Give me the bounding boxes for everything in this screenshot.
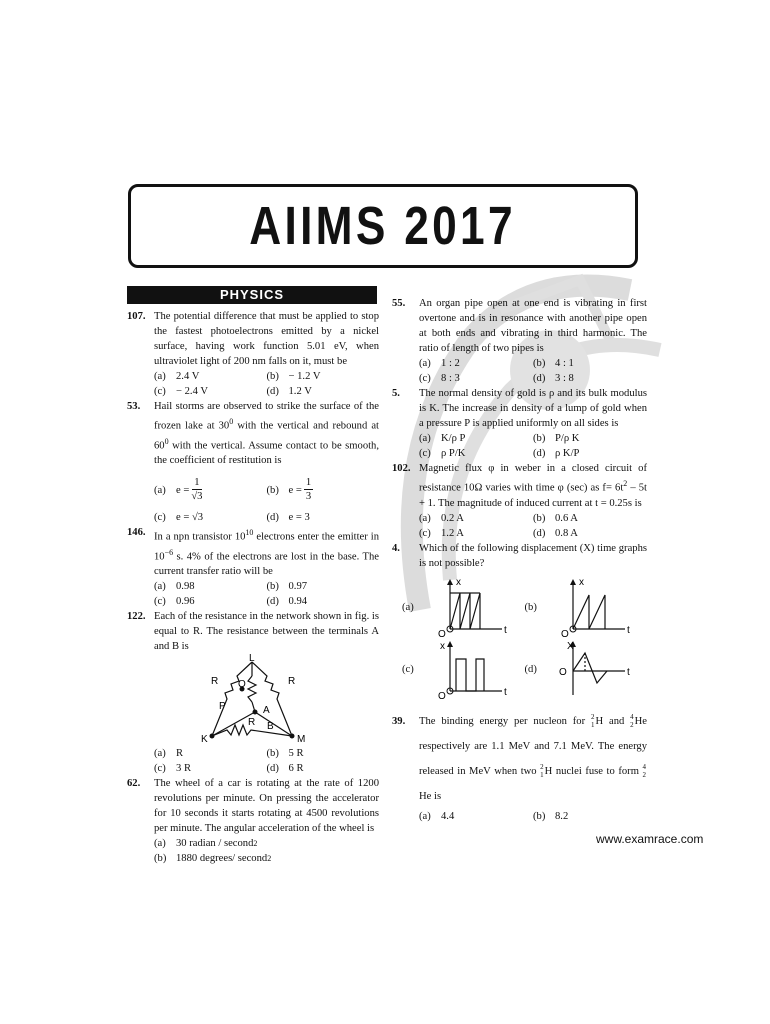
graph-options-4 <box>392 577 647 701</box>
question-number: 55. <box>392 298 406 309</box>
svg-text:x: x <box>456 576 461 588</box>
option-c: (c) 0.96 <box>154 596 195 608</box>
option-b: (b) 5 R <box>266 748 304 760</box>
exam-title-box <box>128 184 638 268</box>
svg-text:t: t <box>626 624 630 636</box>
question-number: 122. <box>127 611 146 623</box>
option-c: (c) − 2.4 V <box>154 386 208 397</box>
question-number: 146. <box>127 527 146 539</box>
option-d: (d) 6 R <box>266 763 304 775</box>
options-53 <box>127 472 379 525</box>
question-107 <box>127 309 379 369</box>
question-number: 5. <box>392 388 400 399</box>
label-P: P <box>219 701 226 713</box>
question-62: 62. The wheel of a car is rotating at the rate of 1200 revolutions per minute. On pressing the accelerator for 10 seconds it starts rotating at 4500 revolutions per minute. The angular acceleration of the wheel is <box>127 778 379 835</box>
question-number: 39. <box>392 715 406 727</box>
option-d: (d) e = 3 <box>266 512 310 524</box>
option-b: (b) P/ρ K <box>533 433 580 444</box>
option-a: (a) 1 : 2 <box>419 358 460 369</box>
svg-text:x: x <box>578 576 584 588</box>
label-R1: R <box>211 676 219 688</box>
label-K: K <box>201 734 208 746</box>
option-a: (a) 2.4 V <box>154 371 200 382</box>
options-5 <box>392 431 647 461</box>
option-b: (b) 8.2 <box>533 810 569 822</box>
svg-text:O: O <box>560 628 569 639</box>
question-102: 102. Magnetic flux φ in weber in a closed circuit of resistance 10Ω varies with time φ (sec) as $f= 6t^2 - 5t + 1$. The magnitude of induced current at t = 0.25s is <box>392 463 647 509</box>
option-c: (c) 8 : 3 <box>419 373 460 384</box>
option-b: (b) − 1.2 V <box>266 371 321 382</box>
svg-text:x: x <box>440 640 445 652</box>
option-b: (b) e = $\frac{1}{3}$ <box>266 477 312 503</box>
option-c: (c) 1.2 A <box>419 527 464 539</box>
graph-d <box>559 639 637 701</box>
option-a: (a) 0.2 A <box>419 512 464 524</box>
options-39 <box>392 809 647 824</box>
options-62 <box>127 836 379 866</box>
option-d: (d) 0.8 A <box>533 527 578 539</box>
option-c: (c) 3 R <box>154 763 192 775</box>
question-146: 146. In a npn transistor $10^{10}$ electrons enter the emitter in $10^{-6}$ s. 4% of the electrons are lost in the base. The current transfer ratio will be <box>127 527 379 578</box>
label-B: B <box>267 721 274 733</box>
question-4: 4. Which of the following displacement (X) time graphs is not possible? <box>392 542 647 569</box>
option-d: (d) 3 : 8 <box>533 373 574 384</box>
resistor-network-figure <box>127 654 379 746</box>
graph-option-a: (a) x t O <box>402 577 525 639</box>
exam-title: AIIMS 2017 <box>249 196 517 256</box>
options-146 <box>127 579 379 609</box>
graph-option-d: (d) X t O <box>525 639 648 701</box>
graph-option-c: (c) x t O <box>402 639 525 701</box>
option-b: (b) 4 : 1 <box>533 358 574 369</box>
svg-text:t: t <box>504 686 507 698</box>
options-107 <box>127 369 379 399</box>
option-d: (d) 1.2 V <box>266 386 312 397</box>
label-A: A <box>263 705 270 717</box>
question-number: 53. <box>127 401 141 412</box>
option-c: (c) ρ P/K <box>419 448 466 459</box>
right-column <box>392 296 647 824</box>
question-122: 122. Each of the resistance in the network shown in fig. is equal to R. The resistance between the terminals A and B is <box>127 611 379 653</box>
option-d: (d) ρ K/P <box>533 448 580 459</box>
option-b: (b) 1880 degrees/ second 2 <box>154 853 272 865</box>
label-M: M <box>297 734 306 746</box>
graph-b <box>559 577 637 639</box>
question-number: 102. <box>392 463 411 474</box>
svg-text:O: O <box>438 690 446 701</box>
option-a: (a) K/ρ P <box>419 433 466 444</box>
question-number: 107. <box>127 311 146 322</box>
option-b: (b) 0.97 <box>266 581 308 593</box>
question-number: 4. <box>392 542 400 554</box>
svg-text:t: t <box>626 666 630 678</box>
option-b: (b) 0.6 A <box>533 512 578 524</box>
svg-text:O: O <box>558 666 567 678</box>
option-a: (a) 0.98 <box>154 581 195 593</box>
option-a: (a) R <box>154 748 184 760</box>
footer-url: www.examrace.com <box>596 832 704 846</box>
question-55: 55. An organ pipe open at one end is vibrating in first overtone and is in resonance with another pipe open at both ends and vibrating in third harmonic. The ratio of length of two pipes is <box>392 298 647 354</box>
options-55 <box>392 356 647 386</box>
question-5: 5. The normal density of gold is ρ and its bulk modulus is K. The increase in density of a lump of gold when a pressure P is applied uniformly on all sides is <box>392 388 647 429</box>
option-d: (d) 0.94 <box>266 596 308 608</box>
label-Q: Q <box>238 679 246 691</box>
svg-text:X: X <box>566 640 574 652</box>
question-39: 39. The binding energy per nucleon for 2 1 H and 4 2 He respectively are 1.1 MeV and 7.1 MeV. The energy released in MeV when two 2 1 H nuclei fuse to form 4 2 He is <box>392 709 647 809</box>
label-R2: R <box>288 676 296 688</box>
option-a: (a) e = $\frac{1}{√3}$ <box>154 477 203 503</box>
graph-c <box>436 639 514 701</box>
graph-option-b: (b) x t O <box>525 577 648 639</box>
question-text: The potential difference that must be applied to stop the fastest photoelectrons emitted by a nickel surface, having work function 5.01 eV, when ultraviolet light of 200 nm falls on it, must be <box>154 311 379 367</box>
option-a: (a) 30 radian / second 2 <box>154 838 258 850</box>
svg-text:t: t <box>504 624 507 636</box>
label-R3: R <box>248 717 256 729</box>
question-53: 53. Hail storms are observed to strike the surface of the frozen lake at $30^0$ with the vertical and rebound at $60^0$ with the vertical. Assume contact to be smooth, the coefficient of restitution is <box>127 401 379 467</box>
options-102 <box>392 511 647 541</box>
question-number: 62. <box>127 778 141 790</box>
subject-heading: PHYSICS <box>127 286 377 304</box>
label-L: L <box>249 654 255 665</box>
option-c: (c) e = √3 <box>154 512 204 524</box>
svg-text:O: O <box>438 628 446 639</box>
option-a: (a) 4.4 <box>419 810 455 822</box>
left-column <box>127 309 379 866</box>
graph-a <box>436 577 514 639</box>
options-122 <box>127 746 379 776</box>
